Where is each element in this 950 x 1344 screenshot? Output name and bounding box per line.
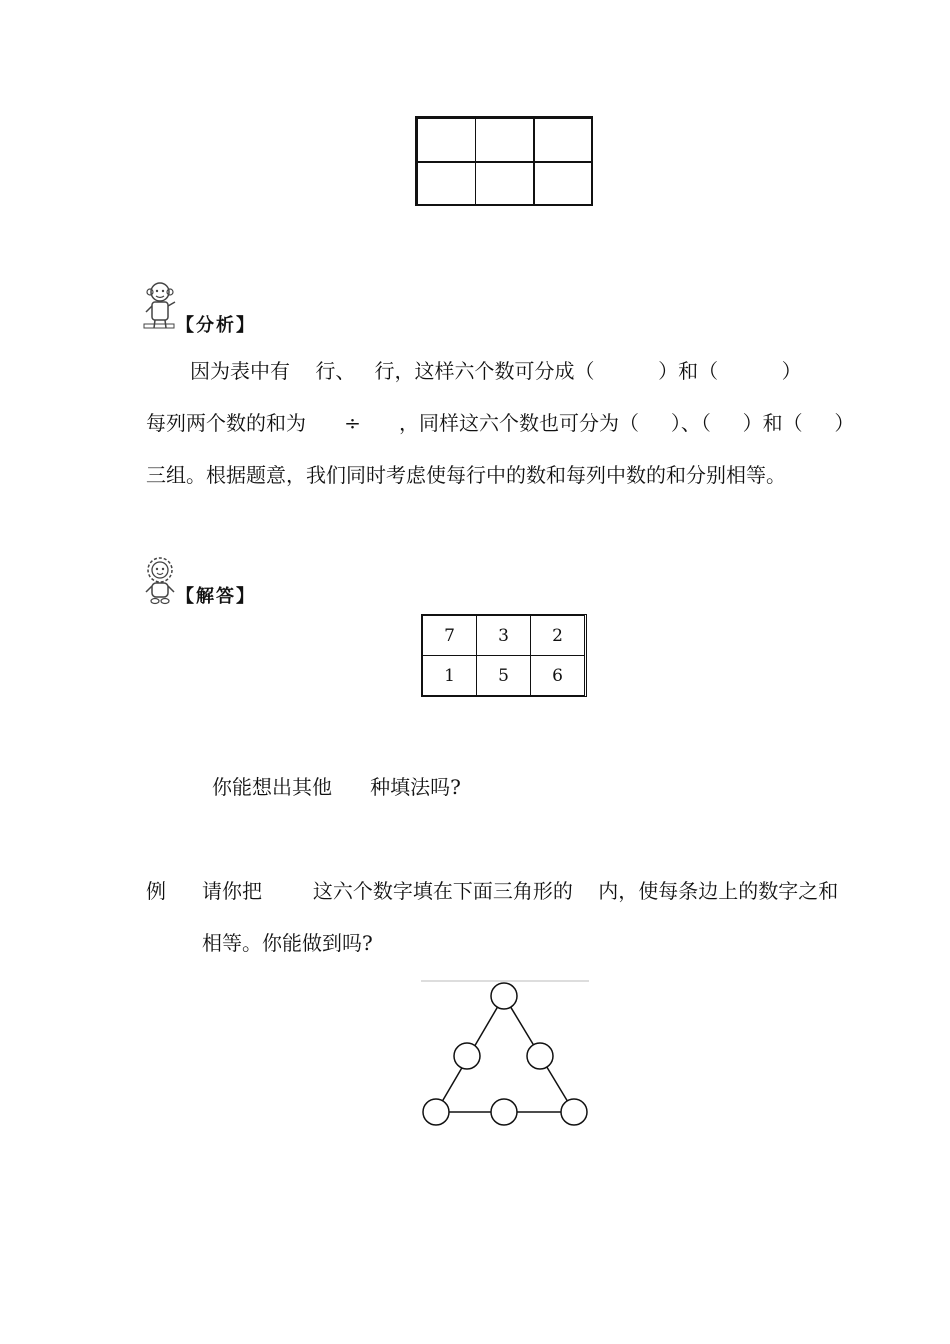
monkey-mascot-icon [142,280,178,330]
lion-mascot-icon [142,556,178,606]
analysis-line-2: 每列两个数的和为 ÷ ，同样这六个数也可分为（ ）、（ ）和（ ） [146,411,855,435]
table-cell: 5 [476,655,531,696]
analysis-line-3: 三组。根据题意，我们同时考虑使每行中的数和每列中数的和分别相等。 [146,463,786,487]
table-cell: 1 [422,655,477,696]
table-cell: 7 [422,615,477,656]
answer-question: 你能想出其他 种填法吗? [212,775,461,799]
grid-cell [475,161,534,206]
triangle-diagram [415,975,595,1135]
circle-slot [423,1099,449,1125]
grid-cell [475,118,534,163]
circle-slot [491,983,517,1009]
analysis-line-1: 因为表中有 行、 行，这样六个数可分成（ ）和（ ） [190,359,802,383]
answer-heading: 【解答】 [176,586,256,607]
answer-table [421,614,587,697]
example-line-1: 请你把 这六个数字填在下面三角形的 内，使每条边上的数字之和 [202,879,839,903]
example-line-2: 相等。你能做到吗? [202,931,373,955]
analysis-heading: 【分析】 [176,315,256,336]
circle-slot [527,1043,553,1069]
grid-cell [534,118,593,163]
grid-cell [417,161,476,206]
circle-slot [454,1043,480,1069]
table-cell: 3 [476,615,531,656]
table-cell: 6 [530,655,585,696]
circle-slot [561,1099,587,1125]
grid-cell [417,118,476,163]
example-label: 例 [146,879,166,903]
empty-grid [415,116,593,206]
circle-slot [491,1099,517,1125]
table-cell: 2 [530,615,585,656]
grid-cell [534,161,593,206]
